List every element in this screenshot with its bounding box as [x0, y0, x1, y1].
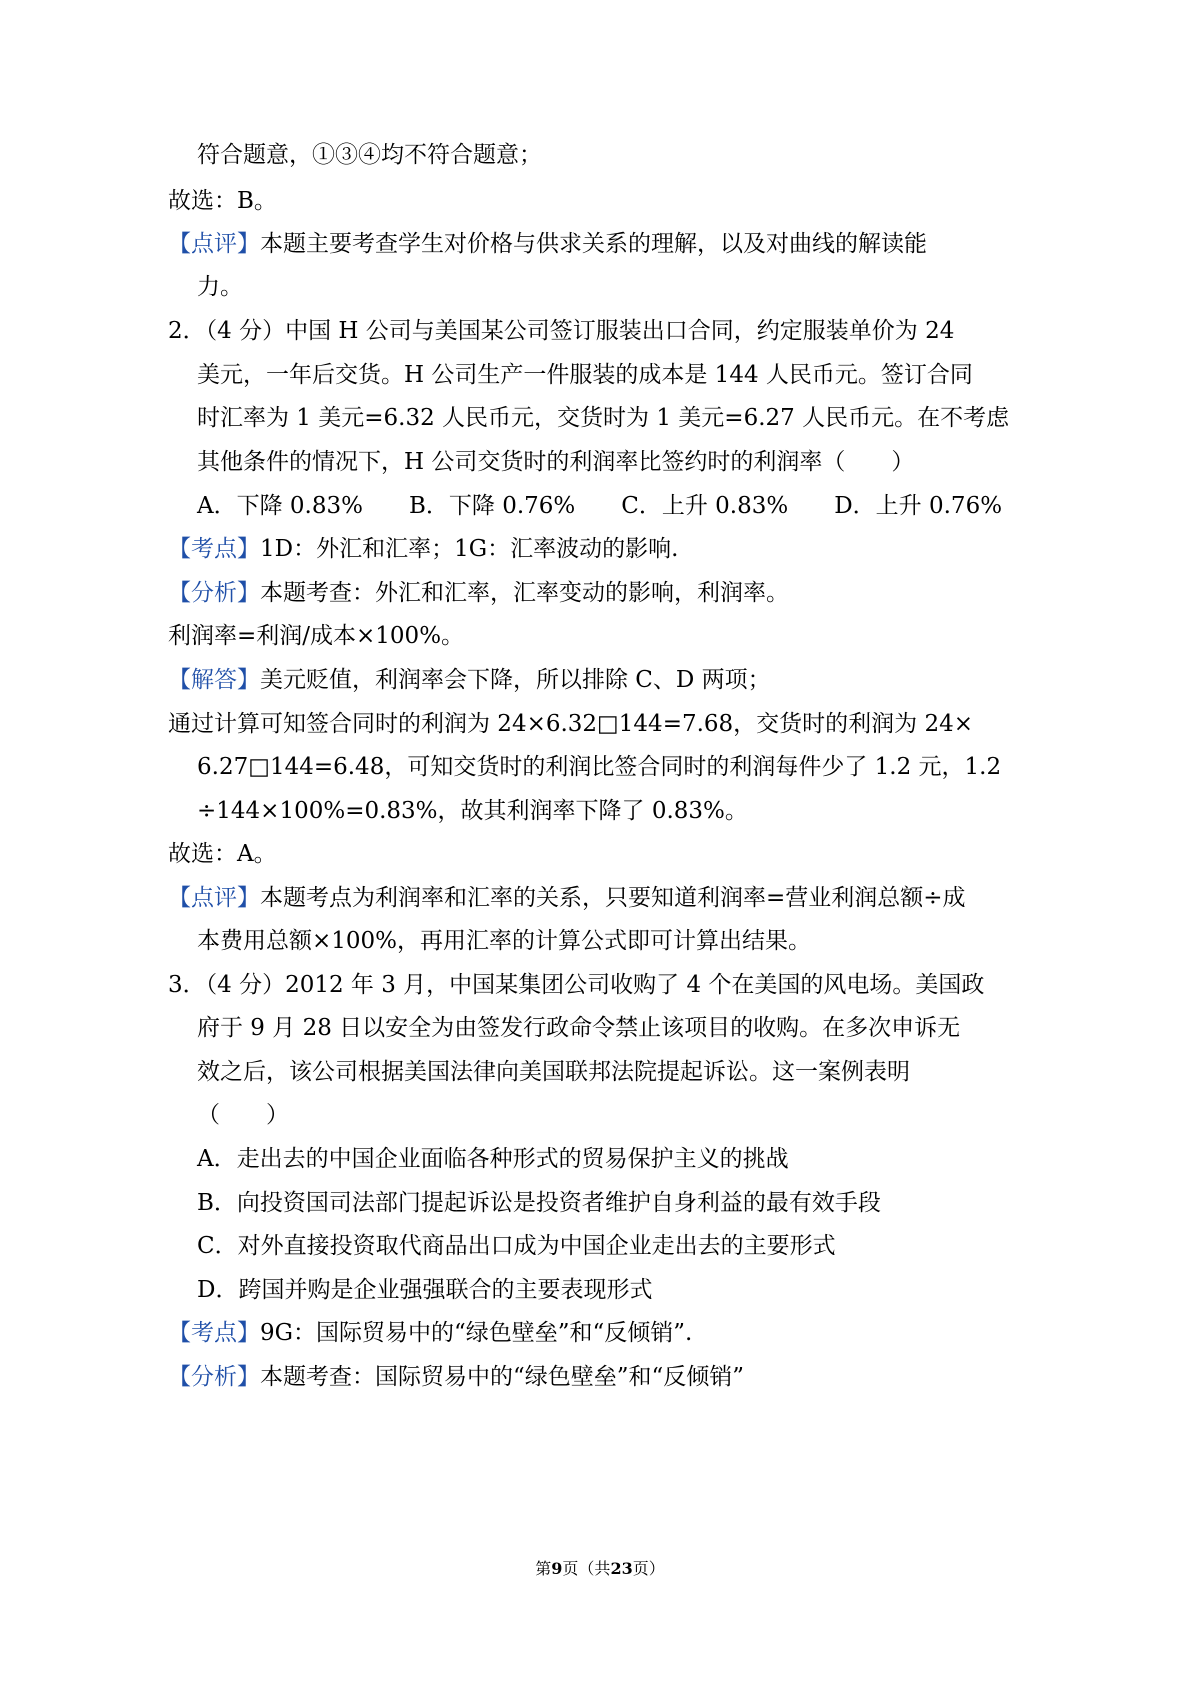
question-2-options: A．下降 0.83% B．下降 0.76% C．上升 0.83% D．上升 0.76%	[197, 493, 1003, 519]
line-analysis: 【分析】本题考查：外汇和汇率，汇率变动的影响，利润率。	[168, 580, 789, 606]
question-3-option-d: D．跨国并购是企业强强联合的主要表现形式	[197, 1277, 653, 1303]
line-key-point: 【考点】1D：外汇和汇率；1G：汇率波动的影响.	[168, 536, 679, 562]
question-3-stem-line-3: 效之后，该公司根据美国法律向美国联邦法院提起诉讼。这一案例表明	[197, 1059, 910, 1085]
tag-label: 【分析】	[168, 580, 260, 606]
question-3-option-c: C．对外直接投资取代商品出口成为中国企业走出去的主要形式	[197, 1233, 836, 1259]
tag-label: 【考点】	[168, 1320, 260, 1346]
line-comment: 【点评】本题主要考查学生对价格与供求关系的理解，以及对曲线的解读能	[168, 231, 927, 257]
question-3-stem-line-2: 府于 9 月 28 日以安全为由签发行政命令禁止该项目的收购。在多次申诉无	[197, 1015, 961, 1041]
tag-label: 【点评】	[168, 885, 260, 911]
line-choice-a: 故选：A。	[168, 841, 277, 867]
question-3-option-a: A．走出去的中国企业面临各种形式的贸易保护主义的挑战	[197, 1146, 789, 1172]
line-calculation-cont: 6.27□144=6.48，可知交货时的利润比签合同时的利润每件少了 1.2 元，1.2	[197, 754, 1002, 780]
line-comment-2: 【点评】本题考点为利润率和汇率的关系，只要知道利润率=营业利润总额÷成	[168, 885, 966, 911]
line-formula: 利润率=利润/成本×100%。	[168, 623, 465, 649]
tag-label: 【解答】	[168, 667, 260, 693]
page-footer: 第9页（共23页）	[535, 1559, 665, 1578]
tag-label: 【分析】	[168, 1364, 260, 1390]
line-key-point-3: 【考点】9G：国际贸易中的“绿色壁垒”和“反倾销”.	[168, 1320, 693, 1346]
page-number: 9	[551, 1559, 563, 1578]
line-comment-cont: 力。	[197, 274, 243, 300]
question-2-stem: 2．（4 分）中国 H 公司与美国某公司签订服装出口合同，约定服装单价为 24	[168, 318, 955, 344]
line-calculation-cont-2: ÷144×100%=0.83%，故其利润率下降了 0.83%。	[197, 798, 748, 824]
tag-label: 【点评】	[168, 231, 260, 257]
question-2-stem-line-3: 时汇率为 1 美元=6.32 人民币元，交货时为 1 美元=6.27 人民币元。在不考虑	[197, 405, 1010, 431]
line-analysis-3: 【分析】本题考查：国际贸易中的“绿色壁垒”和“反倾销”	[168, 1364, 745, 1390]
line-calculation: 通过计算可知签合同时的利润为 24×6.32□144=7.68，交货时的利润为 24×	[168, 711, 974, 737]
tag-label: 【考点】	[168, 536, 260, 562]
question-3-stem: 3．（4 分）2012 年 3 月，中国某集团公司收购了 4 个在美国的风电场。美国政	[168, 972, 985, 998]
question-2-stem-line-2: 美元，一年后交货。H 公司生产一件服装的成本是 144 人民币元。签订合同	[197, 362, 973, 388]
question-3-option-b: B．向投资国司法部门提起诉讼是投资者维护自身利益的最有效手段	[197, 1190, 881, 1216]
line-answer-note: 符合题意，①③④均不符合题意；	[197, 142, 542, 168]
line-choice-b: 故选：B。	[168, 188, 277, 214]
line-solution: 【解答】美元贬值，利润率会下降，所以排除 C、D 两项；	[168, 667, 771, 693]
total-pages: 23	[610, 1559, 633, 1578]
question-3-blank: （ ）	[197, 1102, 289, 1128]
line-comment-2-cont: 本费用总额×100%，再用汇率的计算公式即可计算出结果。	[197, 928, 812, 954]
question-2-stem-line-4: 其他条件的情况下，H 公司交货时的利润率比签约时的利润率（ ）	[197, 449, 915, 475]
